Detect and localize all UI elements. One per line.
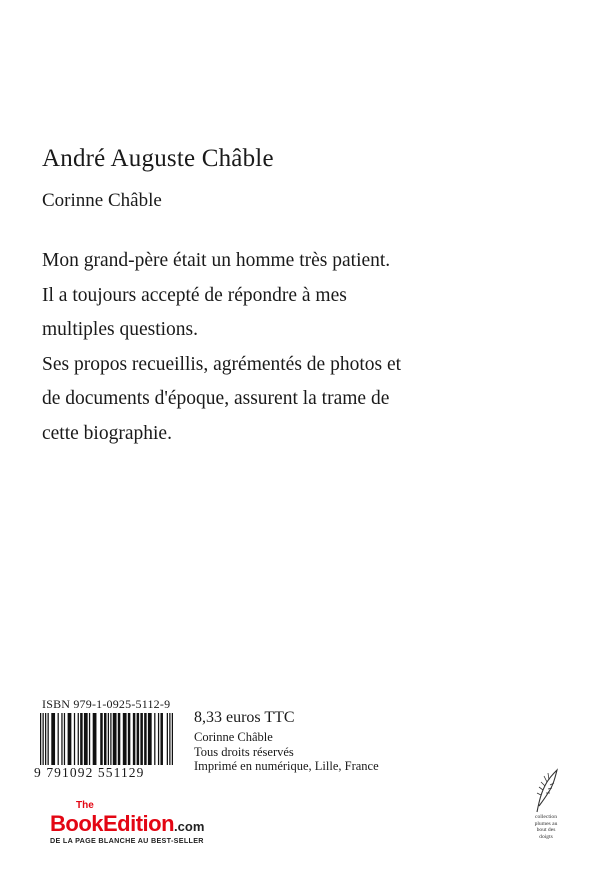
publisher-tagline: DE LA PAGE BLANCHE AU BEST-SELLER <box>50 836 204 845</box>
collection-label-line: bout des <box>536 827 556 834</box>
book-blurb <box>42 244 502 451</box>
publisher-suffix: .com <box>174 819 205 834</box>
barcode-bar <box>93 713 97 765</box>
barcode-bar <box>169 713 170 765</box>
barcode-bar <box>104 713 107 765</box>
barcode-bar <box>113 713 117 765</box>
barcode-bar <box>167 713 168 765</box>
barcode-bar <box>78 713 79 765</box>
barcode-bar <box>128 713 131 765</box>
barcode-bar <box>140 713 143 765</box>
blurb-line: Ses propos recueillis, agrémentés de photos et <box>42 353 402 375</box>
collection-label-line: collection <box>534 814 558 820</box>
barcode-bar <box>89 713 90 765</box>
barcode-bar <box>144 713 147 765</box>
book-author: Corinne Châble <box>42 190 162 211</box>
blurb-line: Mon grand-père était un homme très patient. <box>42 250 391 271</box>
collection-logo <box>520 768 572 848</box>
barcode-bar <box>158 713 159 765</box>
barcode-bar <box>48 713 49 765</box>
imprint-rights: Tous droits réservés <box>194 744 294 759</box>
barcode-bar <box>172 713 173 765</box>
barcode-digits: 9 791092 551129 <box>34 765 145 780</box>
imprint-info <box>194 730 379 774</box>
publisher-name: BookEdition <box>50 811 175 836</box>
barcode-bar <box>80 713 83 765</box>
isbn-label: ISBN 979-1-0925-5112-9 <box>42 697 171 711</box>
publisher-logo-the: The <box>76 800 94 811</box>
barcode-bar <box>58 713 59 765</box>
barcode-bar <box>154 713 155 765</box>
publisher-logo <box>50 800 270 853</box>
blurb-line: Il a toujours accepté de répondre à mes <box>42 284 347 306</box>
blurb-line: de documents d'époque, assurent la trame de <box>42 388 390 409</box>
barcode-bar <box>148 713 152 765</box>
imprint-location: Imprimé en numérique, Lille, France <box>194 759 379 773</box>
barcode-bar <box>110 713 111 765</box>
book-title: André Auguste Châble <box>42 145 274 172</box>
barcode-bar <box>61 713 62 765</box>
collection-label-line: plumes au <box>534 820 558 827</box>
barcode <box>40 713 173 765</box>
barcode-bar <box>51 713 55 765</box>
barcode-bar <box>45 713 46 765</box>
barcode-bar <box>160 713 163 765</box>
collection-label-line: doigts <box>539 833 553 840</box>
barcode-bar <box>40 713 41 765</box>
blurb-line: cette biographie. <box>42 422 172 444</box>
barcode-bar <box>137 713 140 765</box>
barcode-bar <box>133 713 136 765</box>
publisher-logo-name <box>50 811 204 837</box>
collection-label <box>520 814 572 840</box>
barcode-bar <box>84 713 88 765</box>
price: 8,33 euros TTC <box>194 709 295 726</box>
barcode-bar <box>100 713 103 765</box>
barcode-bar <box>43 713 44 765</box>
barcode-bar <box>123 713 127 765</box>
barcode-bar <box>74 713 75 765</box>
barcode-bar <box>118 713 121 765</box>
imprint-author: Corinne Châble <box>194 730 273 744</box>
barcode-bar <box>68 713 72 765</box>
blurb-line: multiples questions. <box>42 319 198 340</box>
feather-quill-icon <box>533 768 559 814</box>
barcode-bar <box>108 713 109 765</box>
barcode-bar <box>64 713 65 765</box>
